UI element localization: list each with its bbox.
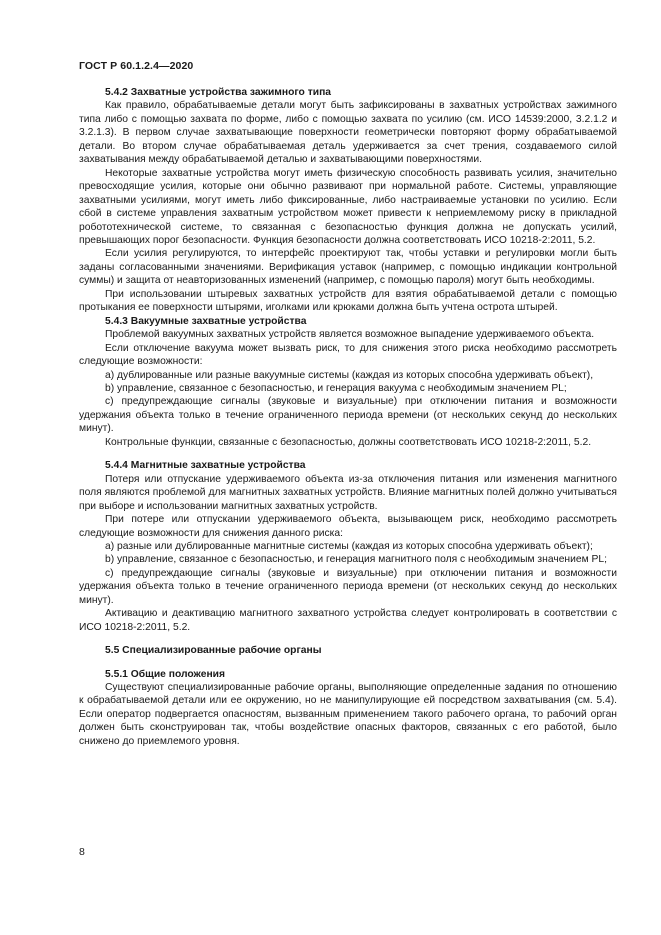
- list-item: а) дублированные или разные вакуумные системы (каждая из которых способна удерживать объект),: [105, 369, 594, 381]
- spacer: [79, 449, 617, 459]
- paragraph: Потеря или отпускание удерживаемого объекта из-за отключения питания или изменения магнитного поля являются проблемой для магнитных захватных устройств. Влияние магнитных полей должно учитываться при выборе и использовании магнитных захватных устройств.: [79, 473, 617, 512]
- page-number: 8: [79, 846, 85, 858]
- section-heading: 5.5.1 Общие положения: [105, 668, 225, 680]
- paragraph: При использовании штыревых захватных устройств для взятия обрабатываемой детали с помощью протыкания ее поверхности штырями, иголками или крюками должна быть учтена острота штырей.: [79, 288, 617, 314]
- list-item: c) предупреждающие сигналы (звуковые и визуальные) при отключении питания и возможности удержания объекта только в течение ограниченного периода времени (от нескольких секунд до нескольких минут).: [79, 396, 617, 435]
- list-item: b) управление, связанное с безопасностью, и генерация вакуума с необходимым значением PL;: [105, 382, 567, 394]
- paragraph: Контрольные функции, связанные с безопасностью, должны соответствовать ИСО 10218-2:2011, 5.2.: [105, 436, 592, 448]
- section-heading: 5.4.2 Захватные устройства зажимного типа: [105, 87, 332, 98]
- paragraph: Как правило, обрабатываемые детали могут быть зафиксированы в захватных устройствах зажимного типа либо с помощью захвата по форме, либо с помощью захвата по усилию (см. ИСО 14539:2000, 3.2.1.2 и 3.2.1.3). В первом случае захватывающие поверхности геометрически повторяют форму обрабатываемой детали. Во втором случае обрабатываемая деталь удерживается за счет трения, создаваемого силой захватывания между обрабатываемой деталью и захватывающими поверхностями.: [79, 100, 617, 166]
- section-heading: 5.4.3 Вакуумные захватные устройства: [105, 315, 307, 327]
- paragraph: Проблемой вакуумных захватных устройств является возможное выпадение удерживаемого объекта.: [105, 329, 595, 341]
- paragraph: Существуют специализированные рабочие органы, выполняющие определенные задания по отношению к обрабатываемой детали или ее окружению, но не манипулирующие ей посредством захватывания (см. 5.4). Если оператор подвергается опасностям, вызванным применением такого рабочего органа, то рабочий орган должен быть сконструирован так, чтобы воздействие опасных факторов, связанных с его работой, было снижено до приемлемого уровня.: [79, 682, 617, 747]
- spacer: [79, 634, 617, 644]
- paragraph: Если усилия регулируются, то интерфейс проектируют так, чтобы уставки и регулировки могли быть заданы согласованными значениями. Верификация уставок (например, с помощью индикации контрольной суммы) и защита от неавторизованных изменений (например, с помощью пароля) могут быть необходимы.: [79, 248, 617, 287]
- paragraph: Некоторые захватные устройства могут иметь физическую способность развивать усилия, значительно превосходящие усилия, которые они обычно развивают при нормальной работе. Системы, управляющие захватными усилиями, могут иметь либо фиксированные, либо настраиваемые установки по усилию. Если сбой в системе управления захватным устройством может привести к неприемлемому риску в прикладной робототехнической системе, то связанная с безопасностью функция должна не допускать усилий, превышающих порог безопасности. Функция безопасности должна соответствовать ИСО 10218-2:2011, 5.2.: [79, 167, 617, 246]
- spacer: [79, 658, 617, 668]
- section-heading: 5.4.4 Магнитные захватные устройства: [105, 460, 306, 472]
- paragraph: Активацию и деактивацию магнитного захватного устройства следует контролировать в соответствии с ИСО 10218-2:2011, 5.2.: [79, 608, 617, 633]
- document-header: ГОСТ Р 60.1.2.4—2020: [79, 60, 194, 72]
- list-item: а) разные или дублированные магнитные системы (каждая из которых способна удерживать объект);: [105, 540, 593, 552]
- list-item: c) предупреждающие сигналы (звуковые и визуальные) при отключении питания и возможности удержания объекта только в течение ограниченного периода времени (от нескольких секунд до нескольких минут).: [79, 567, 617, 606]
- paragraph: Если отключение вакуума может вызвать риск, то для снижения этого риска необходимо рассмотреть следующие возможности:: [79, 342, 617, 368]
- document-body: [79, 86, 617, 748]
- section-heading: 5.5 Специализированные рабочие органы: [105, 645, 322, 657]
- paragraph: При потере или отпускании удерживаемого объекта, вызывающем риск, необходимо рассмотреть следующие возможности для снижения данного риска:: [79, 514, 617, 539]
- list-item: b) управление, связанное с безопасностью, и генерация магнитного поля с необходимым значением PL;: [105, 554, 607, 566]
